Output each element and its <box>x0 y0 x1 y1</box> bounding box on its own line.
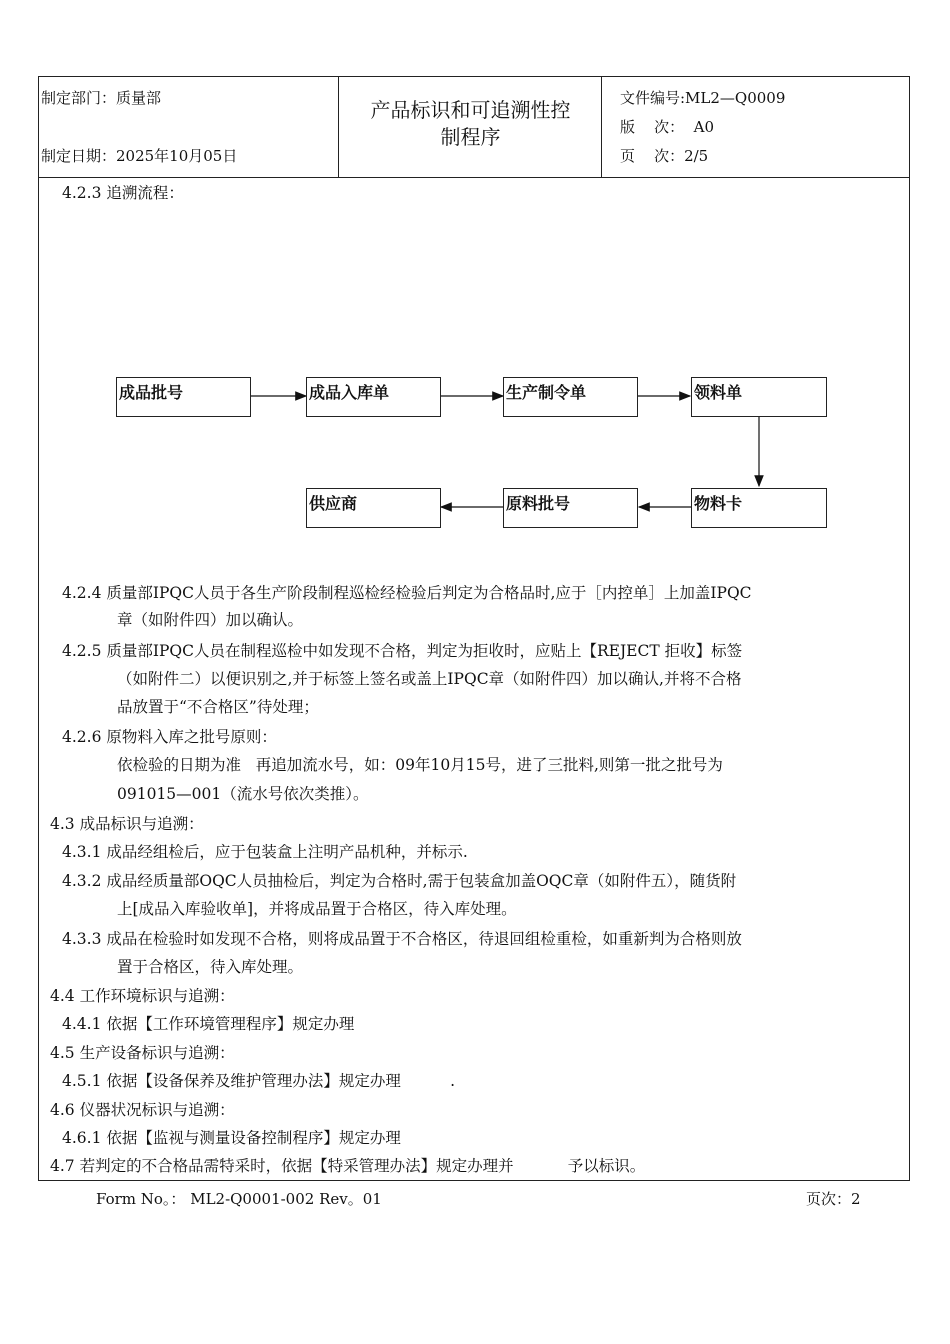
para-4-2-4-line1: 4.2.4 质量部IPQC人员于各生产阶段制程巡检经检验后判定为合格品时,应于［内控单］上加盖IPQC <box>62 584 752 602</box>
flow-box-production-order: 生产制令单 <box>503 377 638 417</box>
doc-number: 文件编号:ML2—Q0009 <box>620 89 786 107</box>
title-line-1: 产品标识和可追溯性控 <box>370 98 571 122</box>
flow-box-product-batch: 成品批号 <box>116 377 251 417</box>
flow-box-material-card: 物料卡 <box>691 488 827 528</box>
flow-box-storage-order: 成品入库单 <box>306 377 441 417</box>
section-4-5: 4.5 生产设备标识与追溯： <box>50 1044 235 1062</box>
para-4-2-5-line3: 品放置于“不合格区”待处理； <box>117 698 319 716</box>
para-4-2-4-line2: 章（如附件四）加以确认。 <box>117 611 304 629</box>
para-4-3-3-line1: 4.3.3 成品在检验时如发现不合格，则将成品置于不合格区，待退回组检重检，如重新判为合格则放 <box>62 930 742 948</box>
para-4-3-3-line2: 置于合格区，待入库处理。 <box>117 958 304 976</box>
dept-label: 制定部门：质量部 <box>41 89 162 107</box>
para-4-2-5-line1: 4.2.5 质量部IPQC人员在制程巡检中如发现不合格，判定为拒收时，应贴上【REJECT 拒收】标签 <box>62 642 743 660</box>
date-label: 制定日期：2025年10月05日 <box>41 147 238 165</box>
para-4-2-6-line1: 依检验的日期为准 再追加流水号，如：09年10月15号，进了三批料,则第一批之批号为 <box>117 756 723 774</box>
section-4-6: 4.6 仪器状况标识与追溯： <box>50 1101 235 1119</box>
flow-heading: 4.2.3 追溯流程： <box>62 184 184 202</box>
title-line-2: 制程序 <box>440 125 501 149</box>
para-4-3-1: 4.3.1 成品经组检后，应于包装盒上注明产品机种，并标示. <box>62 843 468 861</box>
flow-box-supplier: 供应商 <box>306 488 441 528</box>
para-4-2-5-line2: （如附件二）以便识别之,并于标签上签名或盖上IPQC章（如附件四）加以确认,并将不合格 <box>117 670 742 688</box>
section-4-7: 4.7 若判定的不合格品需特采时，依据【特采管理办法】规定办理并 予以标识。 <box>50 1157 646 1175</box>
para-4-2-6-line2: 091015—001（流水号依次类推）。 <box>117 785 369 803</box>
page-label: 页 次：2/5 <box>620 147 709 165</box>
section-4-4: 4.4 工作环境标识与追溯： <box>50 987 235 1005</box>
para-4-3-2-line1: 4.3.2 成品经质量部OQC人员抽检后，判定为合格时,需于包装盒加盖OQC章（如附件五），随货附 <box>62 872 737 890</box>
para-4-6-1: 4.6.1 依据【监视与测量设备控制程序】规定办理 <box>62 1129 401 1147</box>
para-4-4-1: 4.4.1 依据【工作环境管理程序】规定办理 <box>62 1015 355 1033</box>
flow-box-requisition: 领料单 <box>691 377 827 417</box>
footer-page-number: 页次：2 <box>806 1190 861 1208</box>
flow-box-raw-batch: 原料批号 <box>503 488 638 528</box>
section-4-3: 4.3 成品标识与追溯： <box>50 815 204 833</box>
para-4-5-1: 4.5.1 依据【设备保养及维护管理办法】规定办理 . <box>62 1072 456 1090</box>
footer-form-number: Form No。： ML2-Q0001-002 Rev。01 <box>96 1190 382 1208</box>
para-4-3-2-line2: 上[成品入库验收单]，并将成品置于合格区，待入库处理。 <box>117 900 517 918</box>
para-4-2-6-title: 4.2.6 原物料入库之批号原则： <box>62 728 277 746</box>
version-label: 版 次： A0 <box>620 118 714 136</box>
